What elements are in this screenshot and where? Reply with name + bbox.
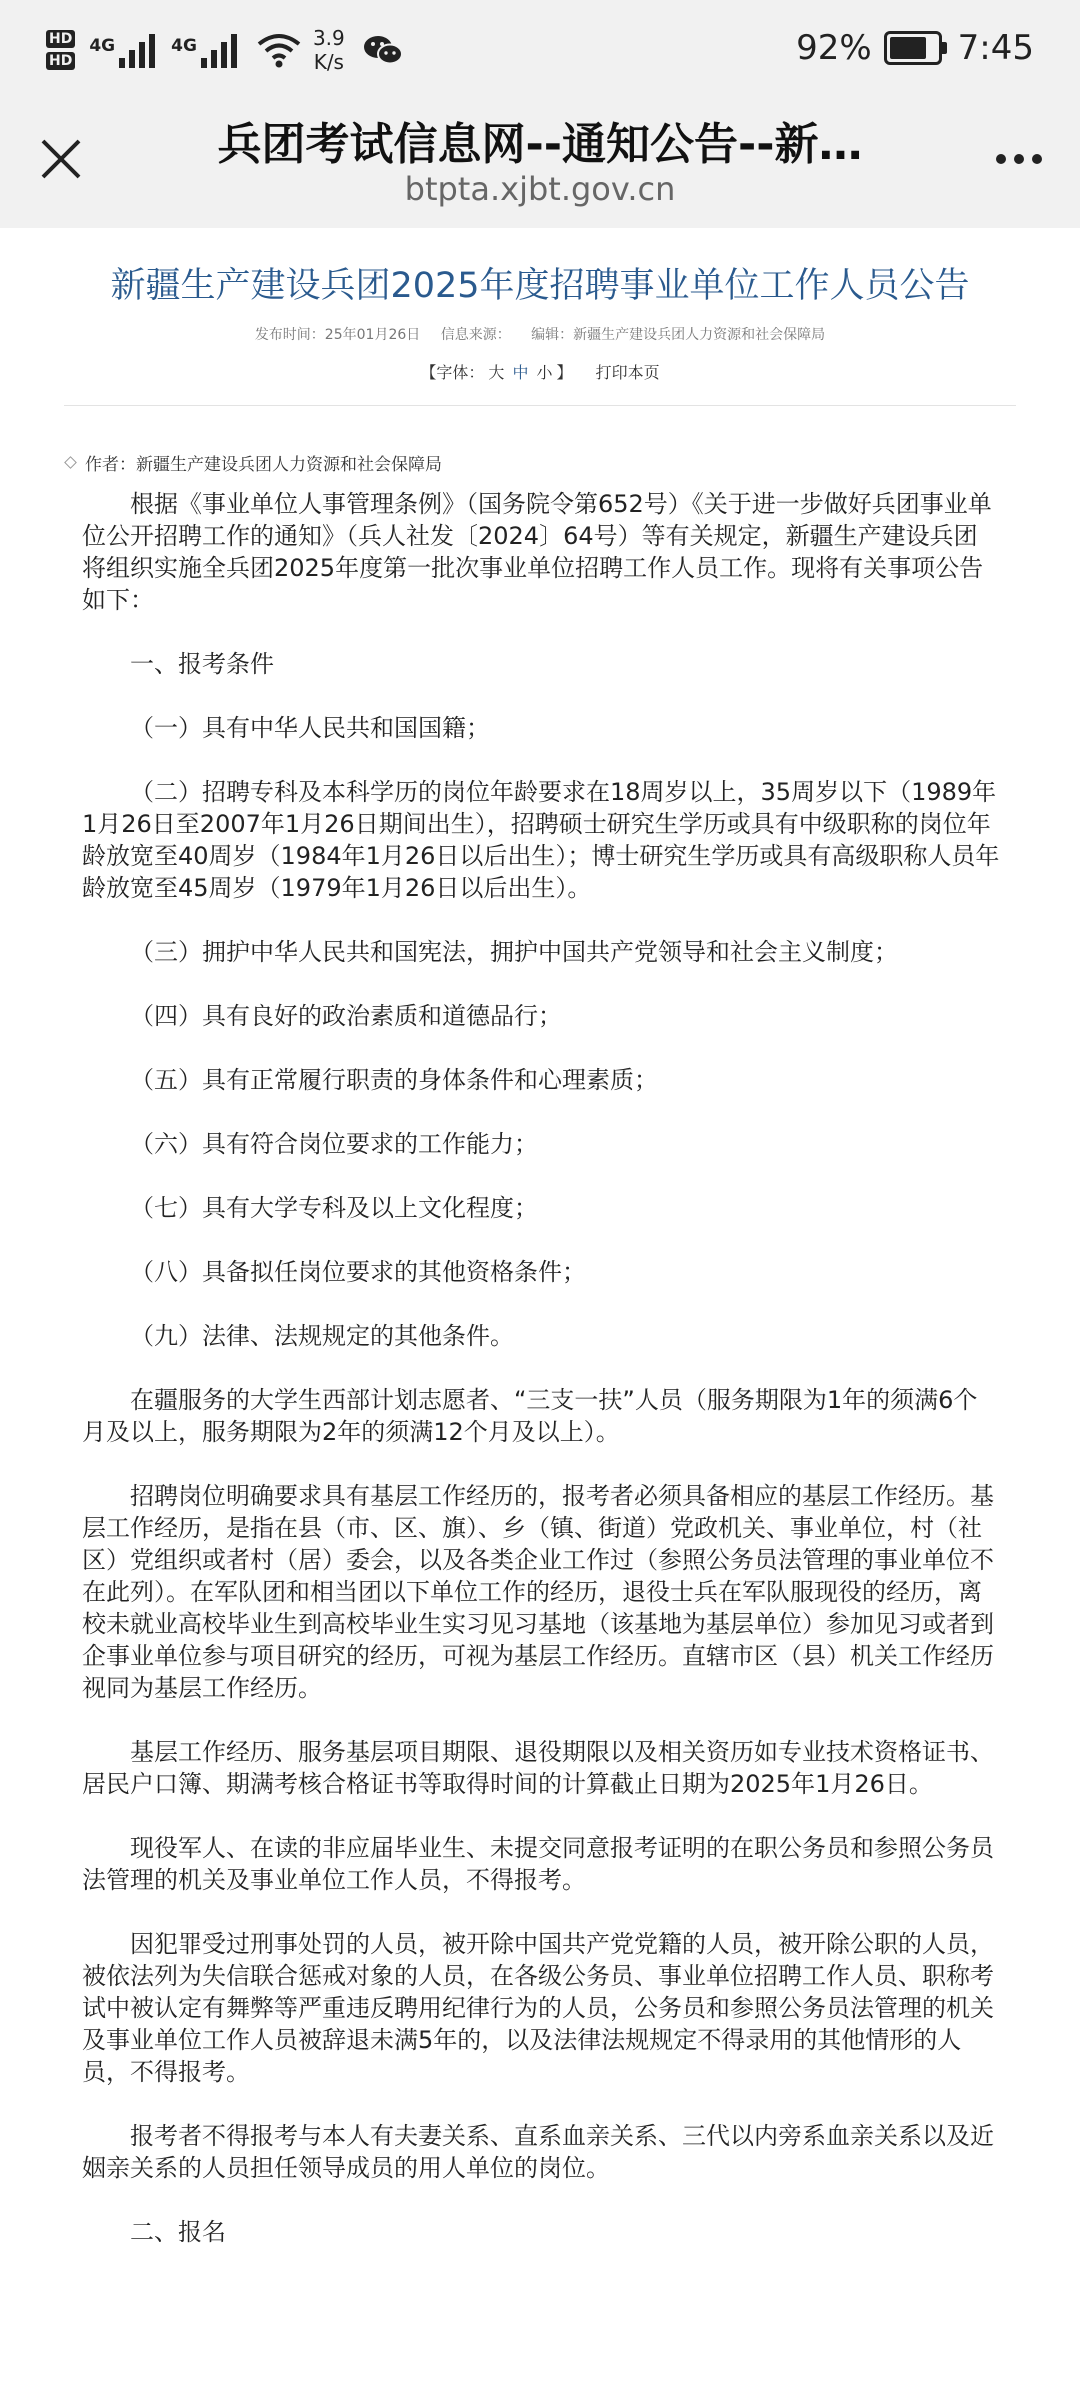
battery-icon [884, 31, 942, 65]
list-item: （七）具有大学专科及以上文化程度； [130, 1194, 538, 1222]
paragraph: 基层工作经历、服务基层项目期限、退役期限以及相关资历如专业技术资格证书、居民户口簿、期满考核合格证书等取得时间的计算截止日期为2025年1月26日。 [82, 1738, 994, 1798]
close-icon [39, 137, 83, 181]
battery-level [890, 37, 927, 59]
article [0, 228, 1080, 2400]
cell-signal-1: 4G [89, 32, 155, 68]
article-meta [0, 324, 1080, 344]
info-source: 信息来源： [440, 327, 511, 343]
diamond-icon [64, 456, 77, 469]
font-medium-link[interactable]: 中 [512, 363, 529, 382]
font-small-link[interactable]: 小 [536, 363, 553, 382]
paragraph: 因犯罪受过刑事处罚的人员，被开除中国共产党党籍的人员，被开除公职的人员，被依法列为失信联合惩戒对象的人员，在各级公务员、事业单位招聘工作人员、职称考试中被认定有舞弊等严重违反聘用纪律行为的人员，公务员和参照公务员法管理的机关及事业单位工作人员被辞退未满5年的，以及法律法规规定不得录用的其他情形的人员，不得报考。 [82, 1930, 994, 2086]
paragraph: 在疆服务的大学生西部计划志愿者、“三支一扶”人员（服务期限为1年的须满6个月及以上，服务期限为2年的须满12个月及以上）。 [82, 1386, 978, 1446]
article-body [82, 488, 1000, 2280]
editor: 编辑：新疆生产建设兵团人力资源和社会保障局 [531, 327, 826, 343]
cell-signal-2: 4G [171, 32, 237, 68]
divider [64, 405, 1016, 406]
status-bar [0, 0, 1080, 100]
network-speed: 3.9 K/s [312, 26, 345, 74]
print-link[interactable]: 打印本页 [595, 363, 660, 382]
section-heading: 一、报考条件 [130, 650, 274, 678]
more-dot-icon [1014, 154, 1024, 164]
signal-bars-icon [201, 32, 237, 68]
paragraph: 报考者不得报考与本人有夫妻关系、直系血亲关系、三代以内旁系血亲关系以及近姻亲关系的人员担任领导成员的用人单位的岗位。 [82, 2122, 994, 2182]
author-line [66, 450, 442, 475]
wifi-icon [257, 32, 301, 68]
more-options-button[interactable] [984, 124, 1054, 194]
more-dot-icon [996, 154, 1006, 164]
paragraph: 根据《事业单位人事管理条例》（国务院令第652号）《关于进一步做好兵团事业单位公开招聘工作的通知》（兵人社发〔2024〕64号）等有关规定，新疆生产建设兵团将组织实施全兵团2025年度第一批次事业单位招聘工作人员工作。现将有关事项公告如下： [82, 490, 992, 614]
list-item: （五）具有正常履行职责的身体条件和心理素质； [130, 1066, 658, 1094]
paragraph: 招聘岗位明确要求具有基层工作经历的，报考者必须具备相应的基层工作经历。基层工作经历，是指在县（市、区、旗）、乡（镇、街道）党政机关、事业单位，村（社区）党组织或者村（居）委会，以及各类企业工作过（参照公务员法管理的事业单位不在此列）。在军队团和相当团以下单位工作的经历，退役士兵在军队服现役的经历，离校未就业高校毕业生到高校毕业生实习见习基地（该基地为基层单位）参加见习或者到企事业单位参与项目研究的经历，可视为基层工作经历。直辖市区（县）机关工作经历视同为基层工作经历。 [82, 1482, 994, 1702]
font-large-link[interactable]: 大 [488, 363, 505, 382]
list-item: （二）招聘专科及本科学历的岗位年龄要求在18周岁以上，35周岁以下（1989年1月26日至2007年1月26日期间出生），招聘硕士研究生学历或具有中级职称的岗位年龄放宽至40周岁（1984年1月26日以后出生）；博士研究生学历或具有高级职称人员年龄放宽至45周岁（1979年1月26日以后出生）。 [82, 778, 1000, 902]
article-headline: 新疆生产建设兵团2025年度招聘事业单位工作人员公告 [110, 266, 970, 306]
clock: 7:45 [957, 28, 1034, 68]
page-url: btpta.xjbt.gov.cn [404, 170, 676, 208]
list-item: （九）法律、法规规定的其他条件。 [130, 1322, 514, 1350]
section-heading: 二、报名 [130, 2218, 226, 2246]
battery-percent: 92% [796, 28, 872, 68]
more-dot-icon [1032, 154, 1042, 164]
browser-header [0, 100, 1080, 228]
publish-time: 发布时间：25年01月26日 [254, 327, 421, 343]
list-item: （一）具有中华人民共和国国籍； [130, 714, 490, 742]
page-title: 兵团考试信息网--通知公告--新… [217, 119, 863, 170]
font-size-controls: 【字体： 大 中 小 】 打印本页 [420, 363, 660, 382]
list-item: （六）具有符合岗位要求的工作能力； [130, 1130, 538, 1158]
hd-indicator [46, 30, 75, 70]
hd-icon: HD [46, 52, 75, 70]
list-item: （三）拥护中华人民共和国宪法，拥护中国共产党领导和社会主义制度； [130, 938, 898, 966]
close-button[interactable] [26, 124, 96, 194]
wechat-icon [363, 33, 403, 67]
signal-bars-icon [119, 32, 155, 68]
list-item: （八）具备拟任岗位要求的其他资格条件； [130, 1258, 586, 1286]
hd-icon: HD [46, 30, 75, 48]
list-item: （四）具有良好的政治素质和道德品行； [130, 1002, 562, 1030]
paragraph: 现役军人、在读的非应届毕业生、未提交同意报考证明的在职公务员和参照公务员法管理的机关及事业单位工作人员，不得报考。 [82, 1834, 994, 1894]
author-text: 作者：新疆生产建设兵团人力资源和社会保障局 [85, 455, 442, 475]
